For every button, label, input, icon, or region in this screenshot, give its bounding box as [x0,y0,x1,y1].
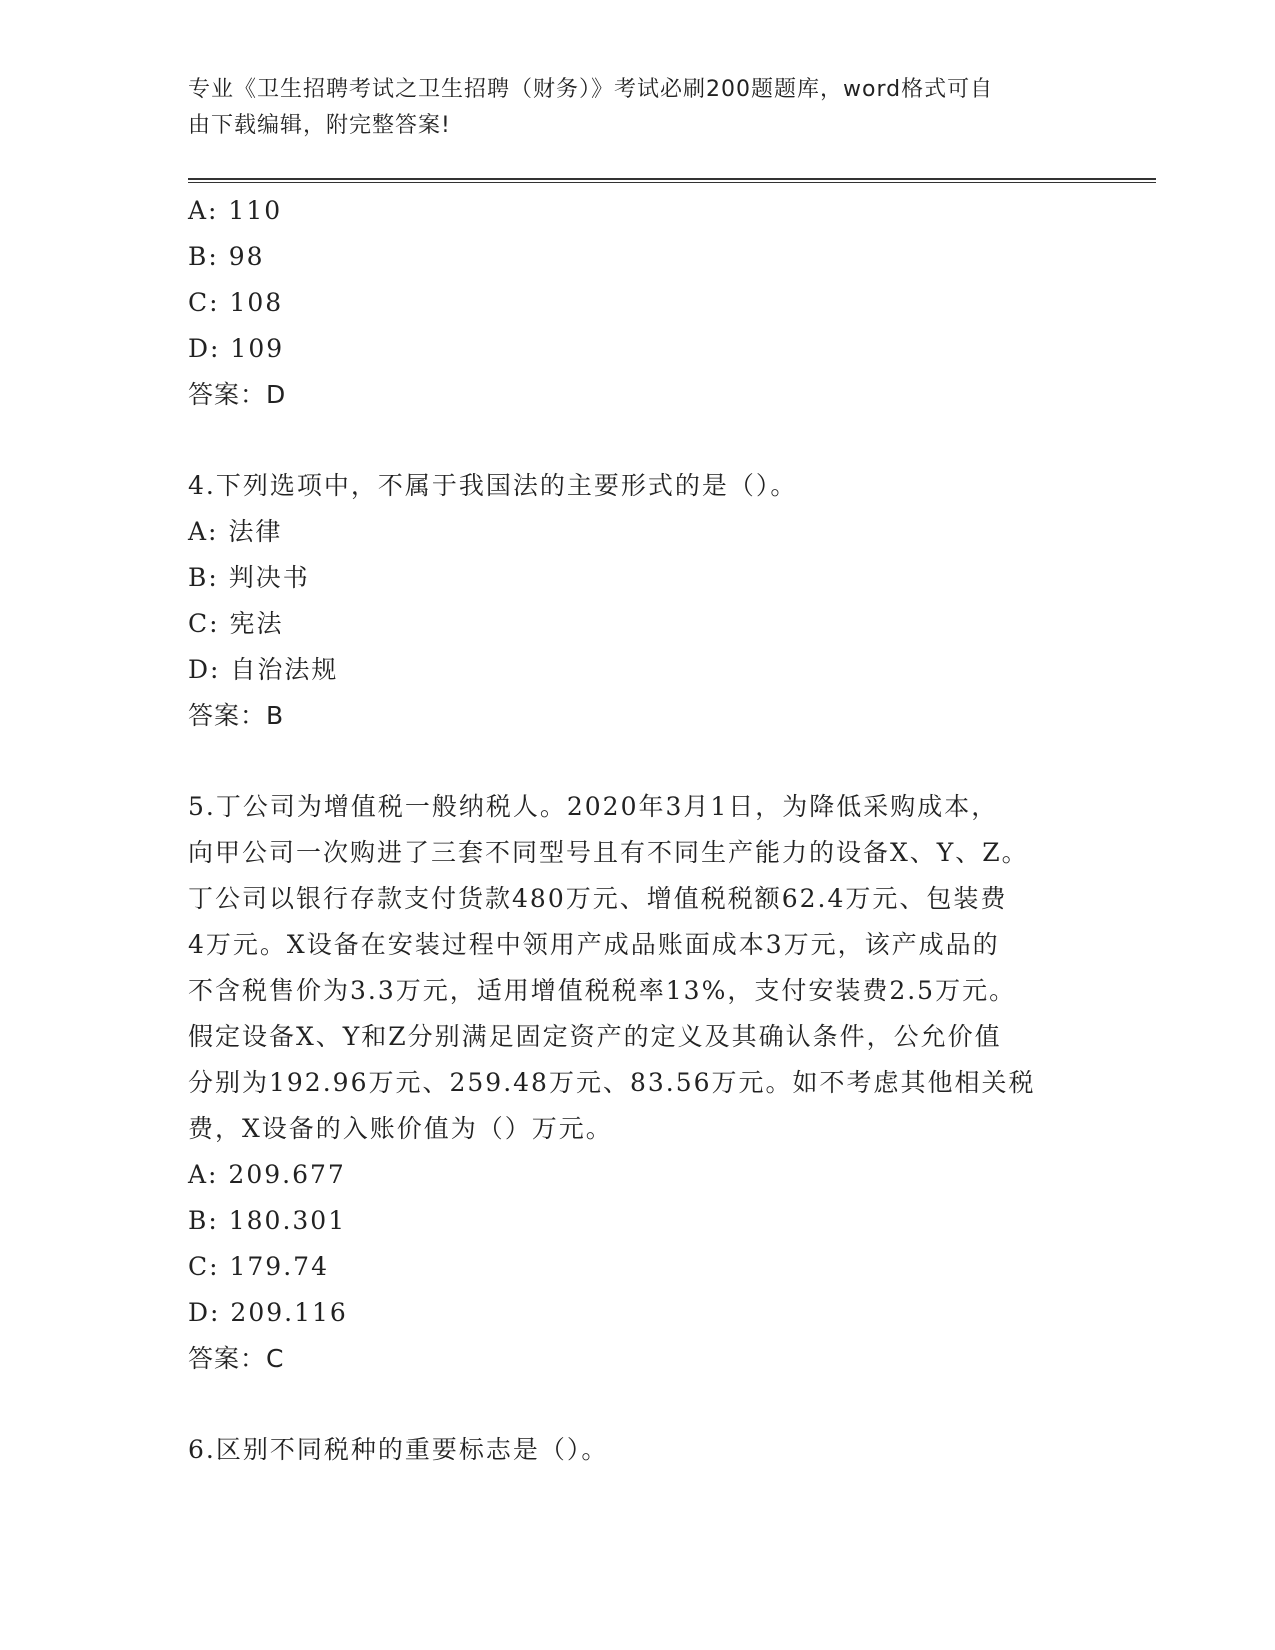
question-stem-line: 分别为192.96万元、259.48万元、83.56万元。如不考虑其他相关税 [188,1068,1036,1097]
spacer [188,1382,1088,1427]
question-stem: 4.下列选项中，不属于我国法的主要形式的是（）。 [188,471,798,500]
question-list [188,188,1088,1473]
header-intro-line-2: 由下载编辑，附完整答案! [188,113,451,138]
option-c: C: 179.74 [188,1252,329,1281]
question-stem: 6.区别不同税种的重要标志是（）。 [188,1435,609,1464]
question-stem-line: 向甲公司一次购进了三套不同型号且有不同生产能力的设备X、Y、Z。 [188,838,1029,867]
option-d: D: 109 [188,334,285,363]
question-6 [188,1427,1088,1473]
option-d: D: 自治法规 [188,655,339,684]
question-stem-line: 不含税售价为3.3万元，适用增值税税率13%，支付安装费2.5万元。 [188,976,1017,1005]
header-divider-thick [188,178,1156,180]
option-c: C: 宪法 [188,609,284,638]
question-stem-line: 假定设备X、Y和Z分别满足固定资产的定义及其确认条件，公允价值 [188,1022,1002,1051]
question-stem-line: 4万元。X设备在安装过程中领用产成品账面成本3万元，该产成品的 [188,930,1000,959]
answer-line: 答案：B [188,701,285,730]
document-header [188,72,1088,144]
question-3 [188,188,1088,418]
option-b: B: 判决书 [188,563,310,592]
question-stem-line: 费，X设备的入账价值为（）万元。 [188,1114,613,1143]
question-4 [188,463,1088,739]
answer-line: 答案：D [188,380,287,409]
option-b: B: 98 [188,242,265,271]
option-a: A: 209.677 [188,1160,346,1189]
question-stem-line: 丁公司以银行存款支付货款480万元、增值税税额62.4万元、包装费 [188,884,1008,913]
question-stem-line: 5.丁公司为增值税一般纳税人。2020年3月1日，为降低采购成本， [188,792,999,821]
option-a: A: 110 [188,196,283,225]
option-d: D: 209.116 [188,1298,348,1327]
header-intro-line-1: 专业《卫生招聘考试之卫生招聘（财务）》考试必刷200题题库，word格式可自 [188,77,994,102]
option-a: A: 法律 [188,517,283,546]
option-b: B: 180.301 [188,1206,347,1235]
spacer [188,418,1088,463]
header-divider-thin [188,182,1156,183]
answer-line: 答案：C [188,1344,285,1373]
option-c: C: 108 [188,288,284,317]
spacer [188,739,1088,784]
question-5 [188,784,1088,1382]
